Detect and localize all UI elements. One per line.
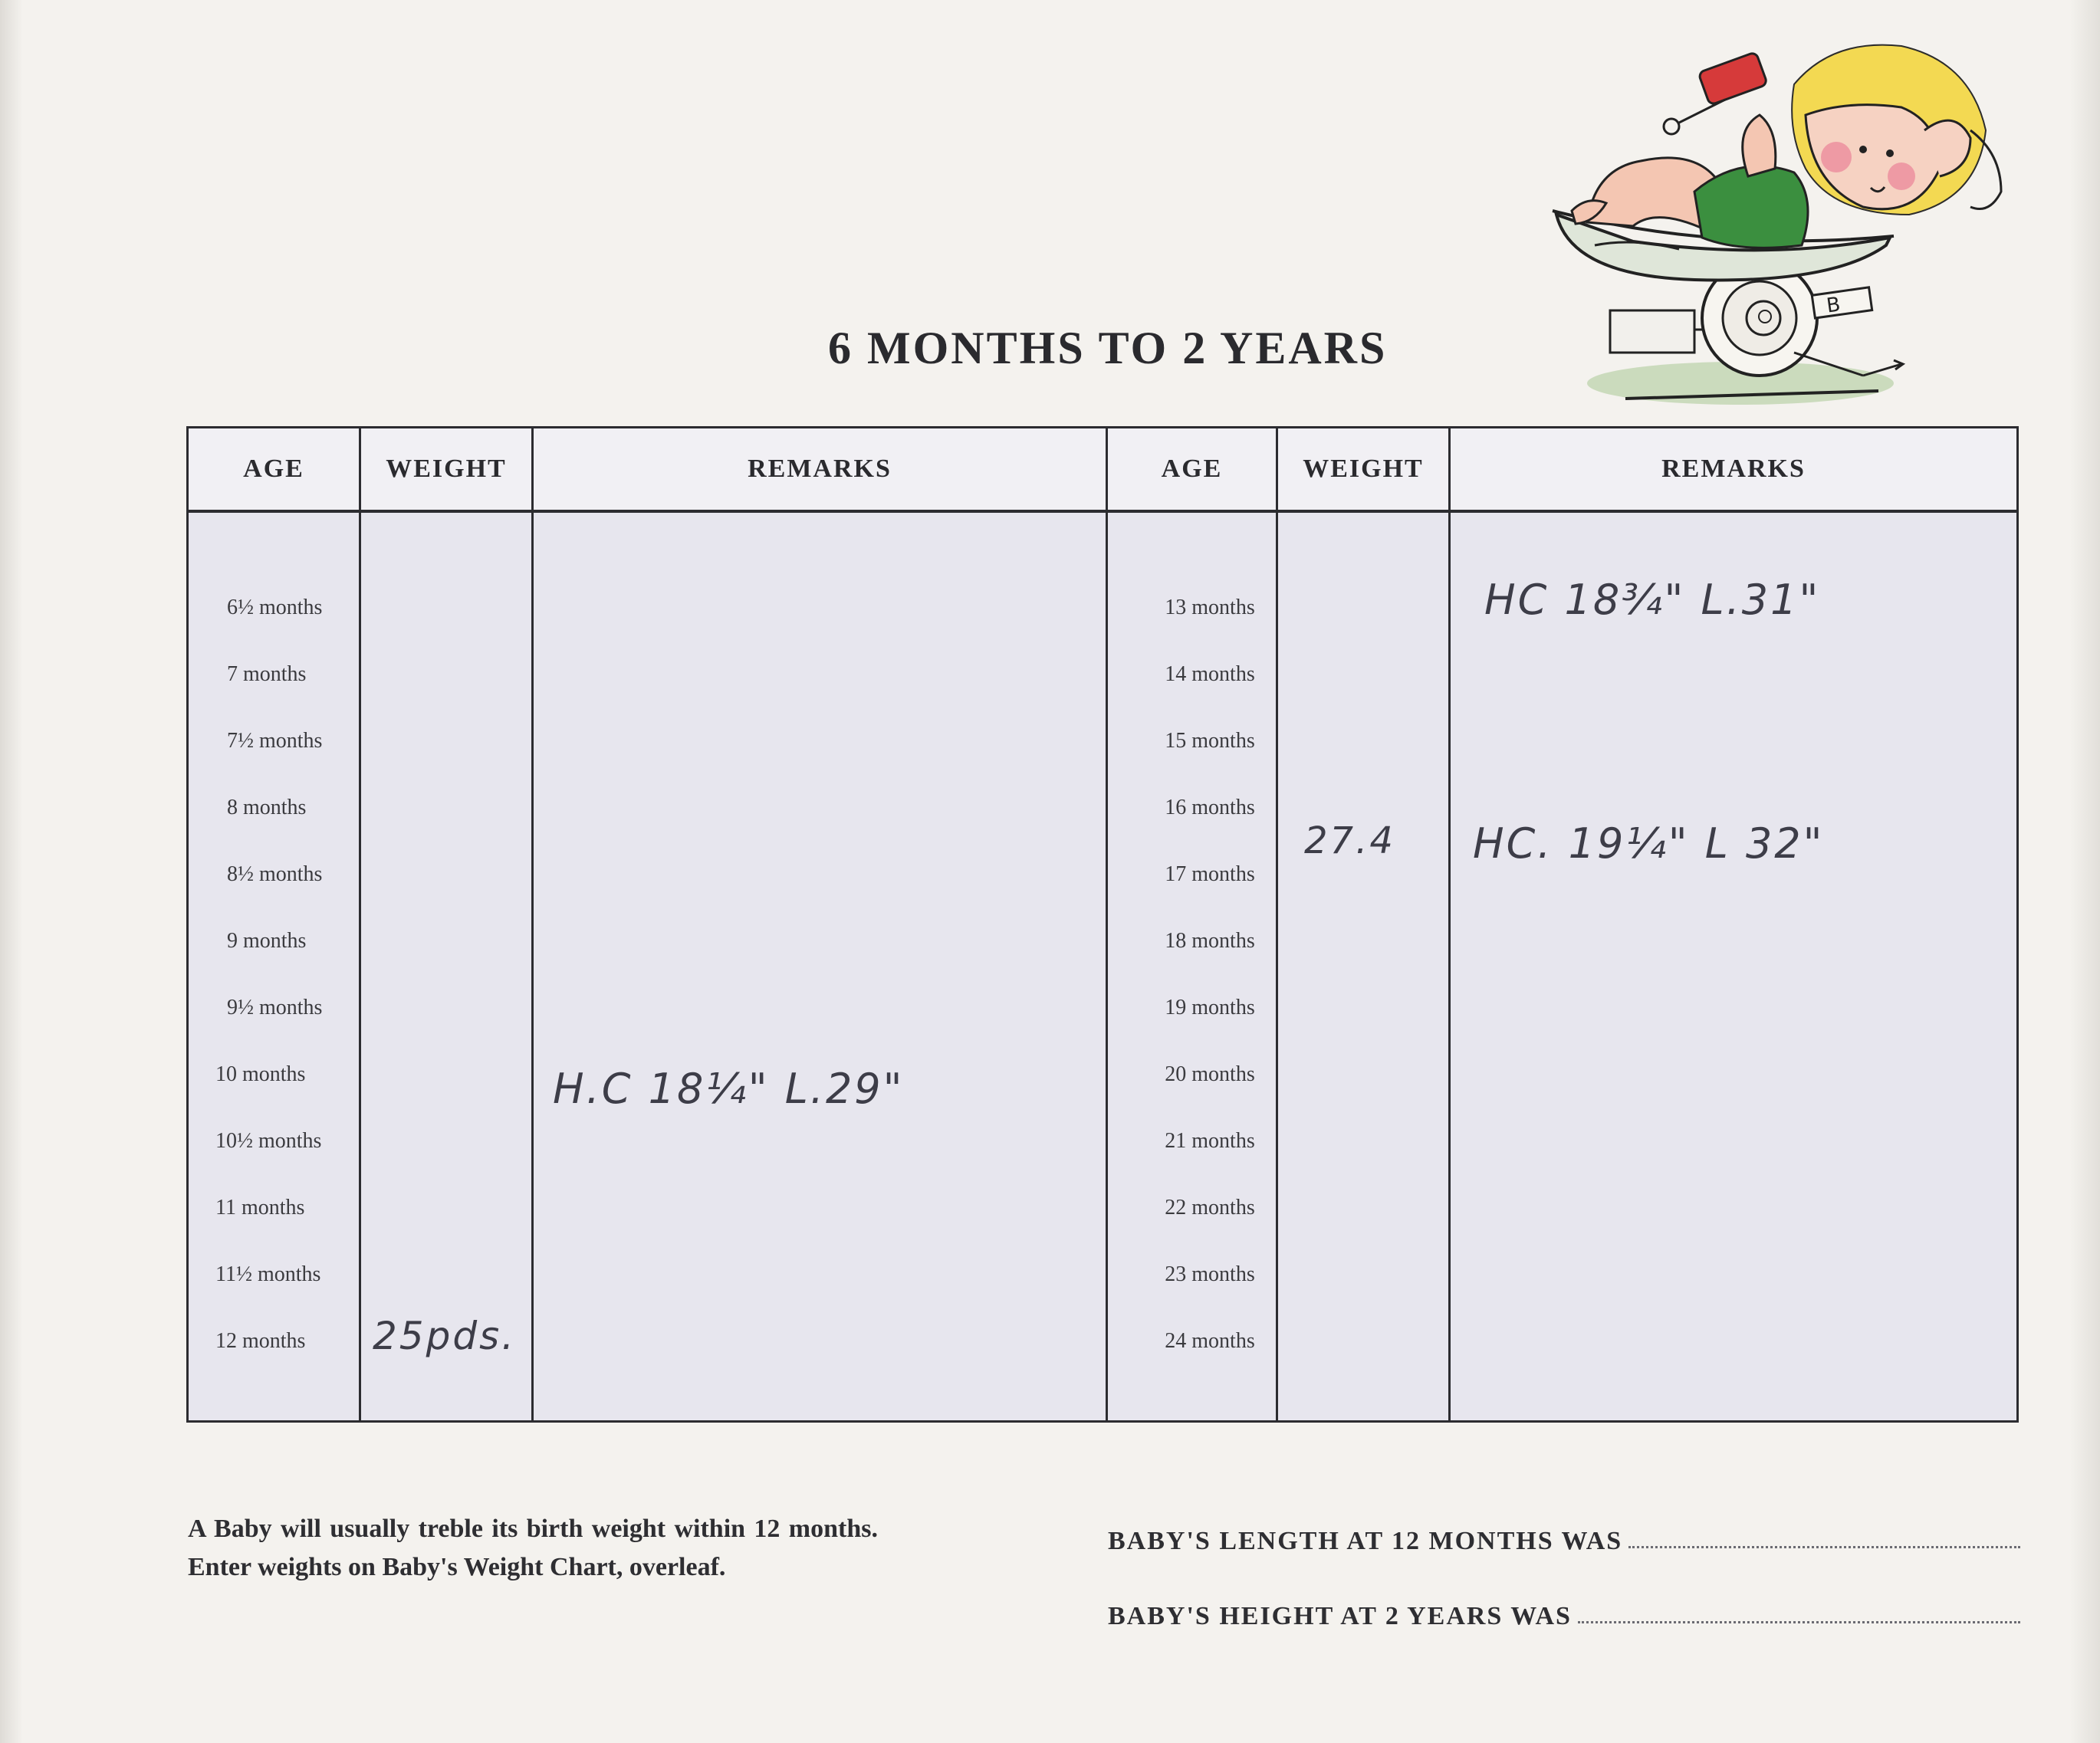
age-label: 15 months <box>1165 729 1255 753</box>
age-label: 11½ months <box>215 1262 321 1286</box>
height-at-2-years-label: BABY'S HEIGHT AT 2 YEARS WAS <box>1108 1602 1572 1630</box>
page-edge-shadow <box>2069 0 2100 1743</box>
age-label: 23 months <box>1165 1262 1255 1286</box>
length-entry-line <box>1628 1545 2020 1548</box>
age-label: 8½ months <box>227 862 323 886</box>
length-at-12-months-label: BABY'S LENGTH AT 12 MONTHS WAS <box>1108 1527 1623 1555</box>
age-label: 14 months <box>1165 662 1255 686</box>
header-age-left: AGE <box>243 455 304 483</box>
age-label: 22 months <box>1165 1196 1255 1219</box>
handwritten-weight-12-months: 25pds. <box>373 1314 517 1358</box>
age-label: 8 months <box>227 796 307 819</box>
header-weight-right: WEIGHT <box>1303 455 1424 483</box>
age-label: 10½ months <box>215 1129 322 1153</box>
length-at-12-months-line <box>1108 1518 2020 1556</box>
svg-text:B: B <box>1825 293 1842 318</box>
age-label: 9 months <box>227 929 307 953</box>
age-label: 7 months <box>227 662 307 686</box>
handwritten-weight-17-months: 27.4 <box>1304 819 1395 862</box>
header-remarks-right: REMARKS <box>1661 455 1806 483</box>
page-binding-shadow <box>0 0 23 1743</box>
handwritten-remarks-13-months: HC 18¾" L.31" <box>1484 576 1821 624</box>
age-label: 13 months <box>1165 596 1255 619</box>
baby-on-scale-illustration <box>1541 15 2047 414</box>
age-label: 11 months <box>215 1196 305 1219</box>
age-label: 9½ months <box>227 996 323 1019</box>
age-label: 16 months <box>1165 796 1255 819</box>
age-label: 20 months <box>1165 1062 1255 1086</box>
height-at-2-years-line <box>1108 1593 2020 1631</box>
handwritten-remarks-17-months: HC. 19¼" L 32" <box>1473 819 1825 868</box>
handwritten-remarks-10-months: H.C 18¼" L.29" <box>553 1065 905 1113</box>
growth-record-table <box>186 426 2019 1423</box>
age-label: 7½ months <box>227 729 323 753</box>
age-label: 10 months <box>215 1062 306 1086</box>
page-title: 6 MONTHS TO 2 YEARS <box>828 323 1388 373</box>
header-weight-left: WEIGHT <box>386 455 507 483</box>
column-divider <box>1448 428 1451 1420</box>
height-entry-line <box>1578 1620 2020 1623</box>
age-label: 18 months <box>1165 929 1255 953</box>
age-label: 6½ months <box>227 596 323 619</box>
age-label: 19 months <box>1165 996 1255 1019</box>
header-age-right: AGE <box>1161 455 1223 483</box>
column-divider <box>531 428 534 1420</box>
age-label: 12 months <box>215 1329 306 1353</box>
age-label: 17 months <box>1165 862 1255 886</box>
weight-guidance-note: A Baby will usually treble its birth weight within 12 months. Enter weights on Baby's Weight Chart, overleaf. <box>188 1515 878 1581</box>
column-divider <box>1106 428 1108 1420</box>
header-remarks-left: REMARKS <box>748 455 892 483</box>
age-label: 24 months <box>1165 1329 1255 1353</box>
age-label: 21 months <box>1165 1129 1255 1153</box>
